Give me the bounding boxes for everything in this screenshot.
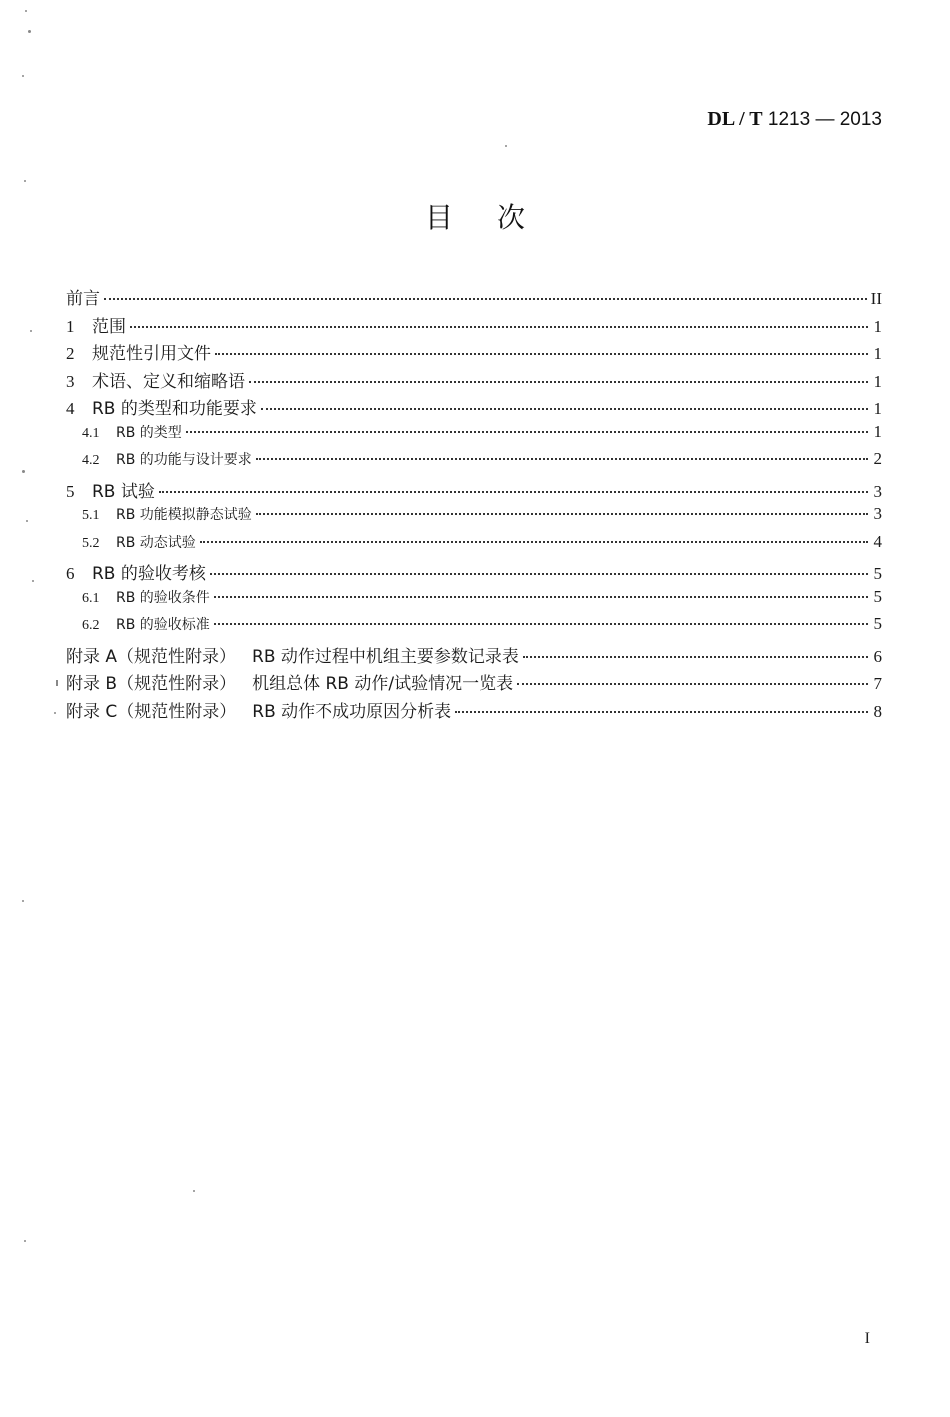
toc-entry-page: 8 — [873, 701, 882, 721]
page-title: 目次 — [424, 201, 569, 234]
toc-entry-4-2[interactable] — [66, 449, 882, 477]
scan-speck — [28, 30, 31, 33]
standard-number: 1213 — 2013 — [767, 109, 882, 130]
toc-appendix-b[interactable] — [66, 669, 882, 697]
scan-speck — [30, 330, 32, 332]
toc-entry-page: 1 — [873, 399, 882, 418]
dot-leader — [104, 298, 867, 300]
toc-entry-label: 前言 — [66, 289, 100, 309]
toc-entry-page: 2 — [873, 449, 882, 468]
toc-entry-page: 1 — [873, 344, 882, 363]
toc-entry-label: RB 动作过程中机组主要参数记录表 — [252, 646, 519, 667]
table-of-contents — [66, 284, 882, 724]
toc-entry-page: 1 — [873, 421, 882, 441]
scan-speck — [22, 900, 24, 902]
toc-entry-5[interactable] — [66, 477, 882, 505]
dot-leader — [256, 513, 868, 515]
scan-speck — [56, 680, 58, 686]
toc-entry-number: 5.1 — [82, 508, 100, 523]
toc-entry-3[interactable] — [66, 367, 882, 395]
scan-speck — [193, 1190, 195, 1192]
toc-appendix-c[interactable] — [66, 697, 882, 725]
toc-entry-page: 4 — [873, 531, 882, 551]
toc-entry-page: 3 — [873, 504, 882, 523]
toc-entry-number: 6 — [66, 564, 75, 583]
scan-speck — [25, 10, 27, 12]
appendix-prefix: 附录 B（规范性附录） — [66, 674, 237, 694]
toc-entry-5-1[interactable] — [66, 504, 882, 532]
scan-speck — [24, 1240, 26, 1242]
toc-entry-page: 1 — [873, 316, 882, 336]
toc-entry-label: RB 功能模拟静态试验 — [116, 507, 252, 523]
dot-leader — [517, 683, 868, 685]
dot-leader — [159, 491, 868, 493]
dot-leader — [249, 381, 868, 383]
toc-entry-label: RB 的验收条件 — [116, 589, 210, 606]
toc-entry-page: 5 — [873, 564, 882, 583]
toc-entry-number: 4 — [66, 399, 75, 418]
toc-entry-6[interactable] — [66, 559, 882, 587]
toc-entry-page: II — [870, 289, 882, 308]
toc-entry-label: RB 的验收考核 — [92, 564, 206, 584]
page-number: I — [864, 1330, 870, 1347]
scan-speck — [24, 180, 26, 182]
dot-leader — [214, 623, 868, 625]
toc-entry-2[interactable] — [66, 339, 882, 367]
dot-leader — [186, 431, 868, 433]
toc-entry-4-1[interactable] — [66, 422, 882, 450]
toc-entry-5-2[interactable] — [66, 532, 882, 560]
dot-leader — [215, 353, 868, 355]
toc-entry-label: 范围 — [92, 316, 126, 337]
toc-entry-number: 5.2 — [82, 535, 100, 551]
dot-leader — [523, 656, 868, 658]
toc-entry-6-1[interactable] — [66, 587, 882, 615]
toc-entry-page: 1 — [873, 371, 882, 391]
toc-entry-label: RB 的验收标准 — [116, 617, 210, 633]
toc-entry-number: 6.2 — [82, 618, 100, 633]
toc-entry-preface[interactable] — [66, 284, 882, 312]
toc-entry-label: RB 动作不成功原因分析表 — [252, 701, 452, 722]
toc-entry-number: 5 — [66, 481, 75, 501]
toc-entry-page: 3 — [873, 481, 882, 501]
dot-leader — [200, 541, 868, 543]
scan-speck — [32, 580, 34, 582]
toc-entry-6-2[interactable] — [66, 614, 882, 642]
appendix-prefix: 附录 C（规范性附录） — [66, 701, 237, 722]
dot-leader — [214, 596, 868, 598]
toc-entry-number: 6.1 — [82, 590, 100, 606]
toc-entry-label: RB 的功能与设计要求 — [116, 452, 252, 468]
dot-leader — [210, 573, 868, 575]
toc-entry-1[interactable] — [66, 312, 882, 340]
scan-speck — [505, 145, 507, 147]
toc-entry-label: 术语、定义和缩略语 — [92, 371, 245, 392]
dot-leader — [130, 326, 868, 328]
standard-code — [707, 108, 882, 131]
toc-appendix-a[interactable] — [66, 642, 882, 670]
standard-prefix: DL / T — [707, 108, 763, 130]
toc-entry-number: 3 — [66, 371, 75, 391]
toc-entry-label: 机组总体 RB 动作/试验情况一览表 — [252, 674, 514, 694]
scan-speck — [26, 520, 28, 522]
toc-entry-page: 5 — [873, 614, 882, 633]
scan-speck — [22, 75, 24, 77]
toc-entry-label: RB 动态试验 — [116, 534, 196, 551]
toc-entry-page: 7 — [873, 674, 882, 693]
toc-entry-label: 规范性引用文件 — [92, 344, 211, 364]
dot-leader — [256, 458, 868, 460]
toc-entry-number: 4.1 — [82, 425, 100, 441]
toc-entry-number: 4.2 — [82, 453, 100, 468]
toc-entry-label: RB 试验 — [92, 481, 155, 502]
toc-entry-page: 6 — [873, 646, 882, 666]
toc-entry-number: 1 — [66, 316, 75, 336]
scan-speck — [54, 712, 56, 714]
toc-entry-number: 2 — [66, 344, 75, 363]
scan-speck — [22, 470, 25, 473]
toc-entry-label: RB 的类型和功能要求 — [92, 399, 257, 419]
toc-entry-label: RB 的类型 — [116, 424, 182, 441]
dot-leader — [261, 408, 868, 410]
toc-entry-page: 5 — [873, 586, 882, 606]
appendix-prefix: 附录 A（规范性附录） — [66, 646, 237, 667]
dot-leader — [455, 711, 868, 713]
toc-entry-4[interactable] — [66, 394, 882, 422]
